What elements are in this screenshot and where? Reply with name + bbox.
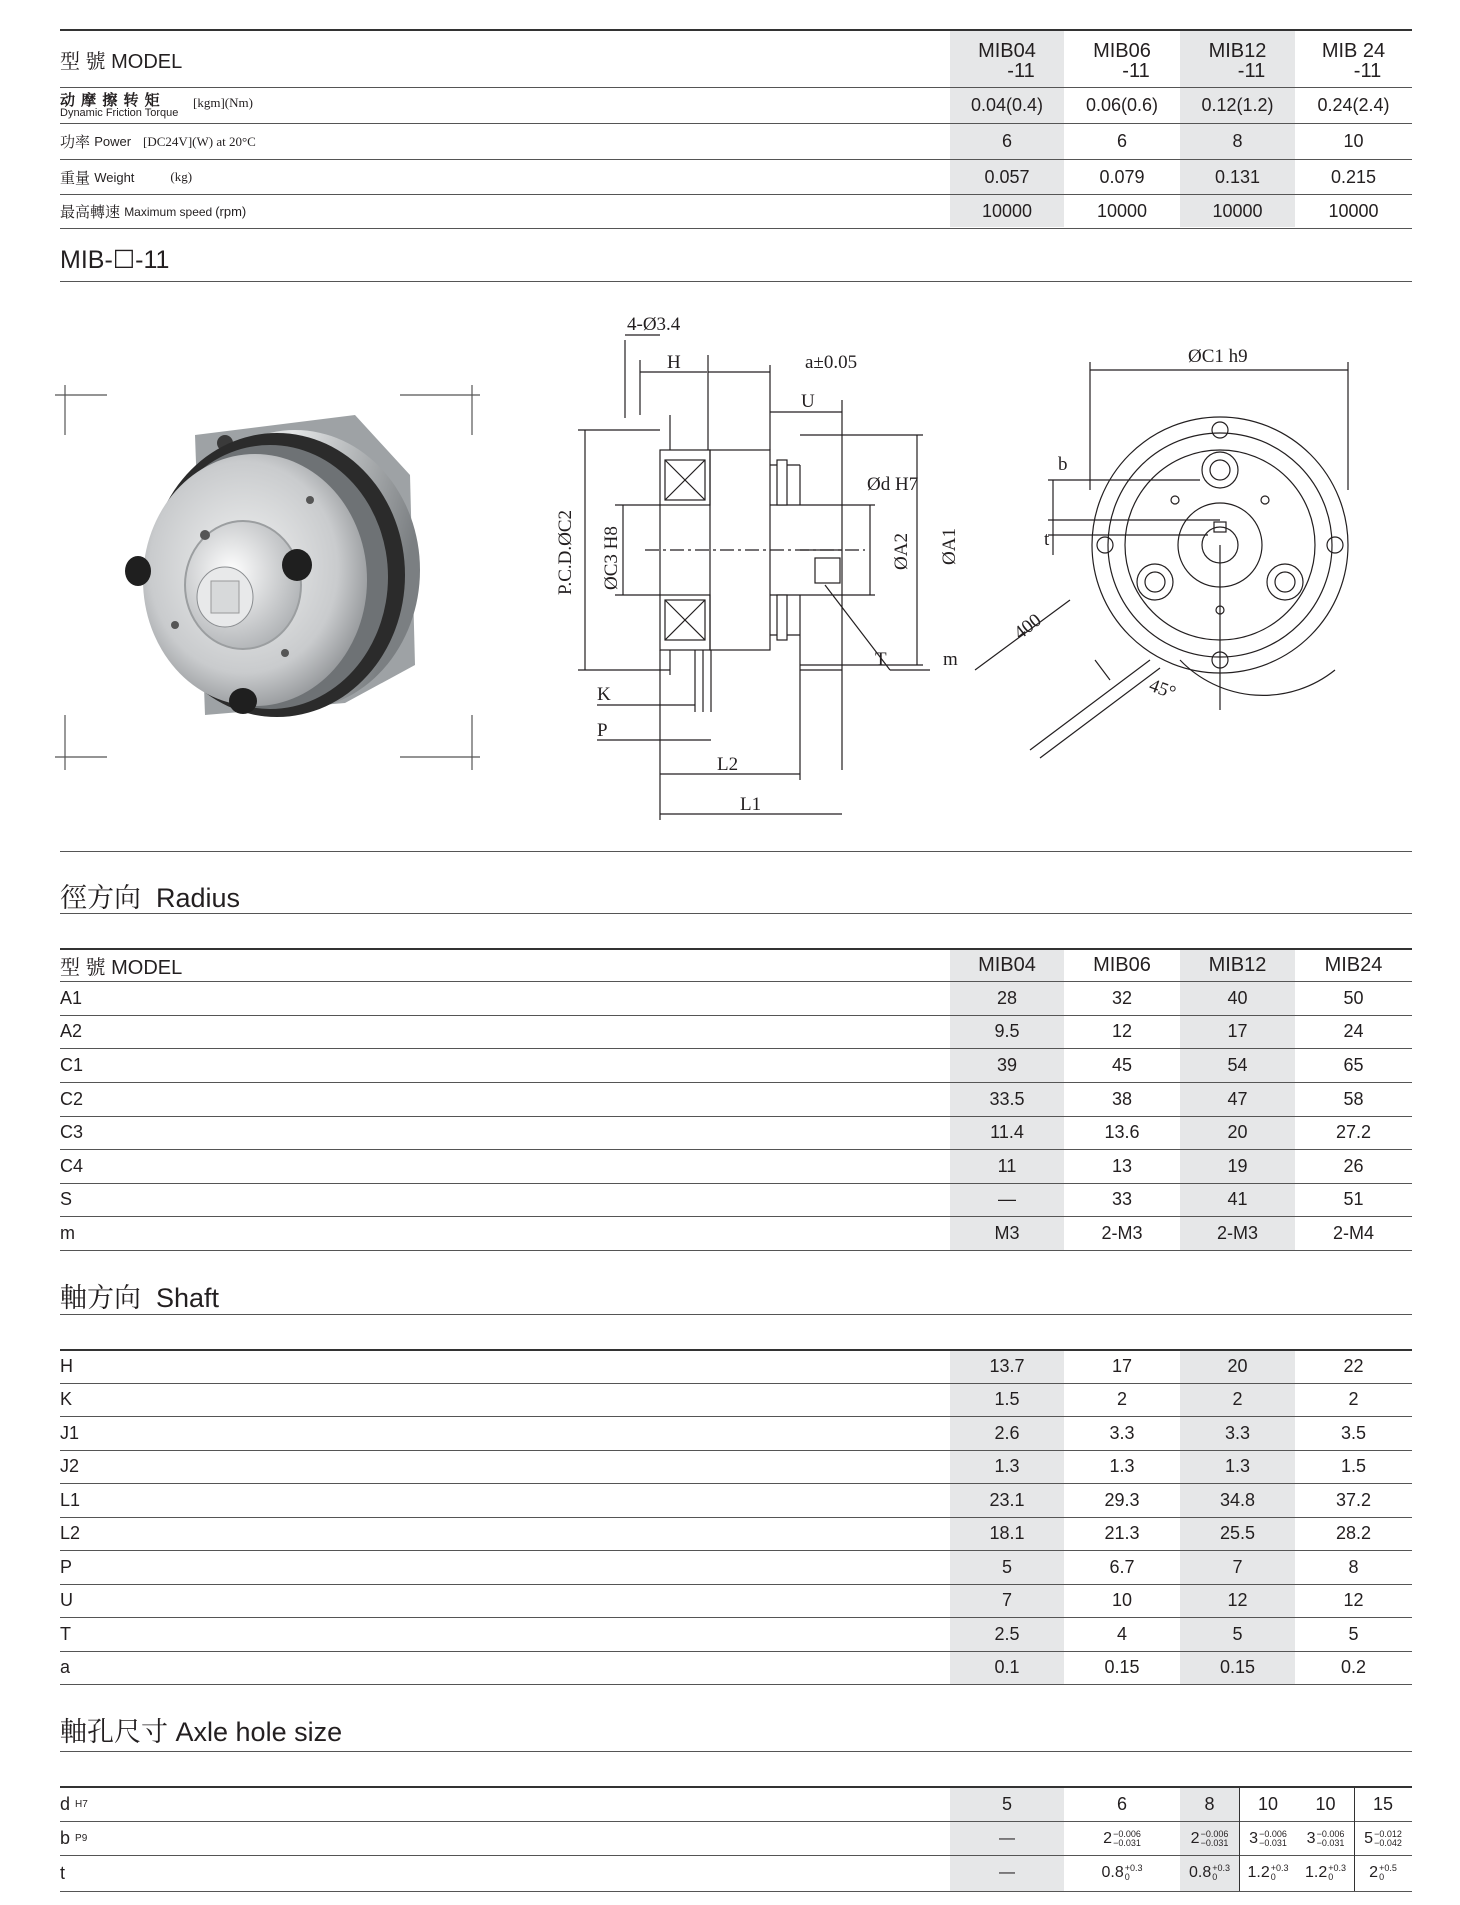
axle-b-cell: — <box>999 1830 1015 1847</box>
shaft-cell: 25.5 <box>1219 1523 1256 1543</box>
radius-row-label: m <box>60 1222 75 1243</box>
spec-cell: 0.131 <box>1214 166 1261 187</box>
spec-cell: 0.24(2.4) <box>1317 95 1390 115</box>
shaft-cell: 12 <box>1343 1590 1364 1610</box>
radius-cell: 50 <box>1343 988 1364 1008</box>
radius-model-header: MIB24 <box>1324 954 1383 976</box>
radius-cell: 13 <box>1111 1155 1133 1176</box>
shaft-cell: 34.8 <box>1219 1489 1256 1510</box>
radius-cell: 33 <box>1111 1189 1133 1209</box>
dim-C1: ØC1 h9 <box>1188 346 1248 367</box>
torque-label: 动 摩 擦 转 矩 Dynamic Friction Torque [kgm](Nm) <box>60 92 253 119</box>
shaft-cell: 21.3 <box>1104 1523 1140 1543</box>
dim-t: t <box>1044 529 1050 550</box>
spec-model-label: 型 號 MODEL <box>60 50 183 73</box>
radius-cell: 11.4 <box>990 1122 1024 1142</box>
shaft-cell: 0.2 <box>1340 1657 1367 1677</box>
spec-cell: 0.057 <box>984 166 1030 187</box>
spec-cell: 10000 <box>1328 201 1379 221</box>
shaft-cell: 20 <box>1227 1356 1248 1376</box>
radius-row-label: C1 <box>60 1054 84 1075</box>
shaft-cell: 2 <box>1348 1389 1359 1409</box>
radius-model-label: 型 號 MODEL <box>60 957 183 979</box>
axle-t-cell: 0.8 +0.3 0 <box>1101 1863 1143 1882</box>
spec-cell: 0.215 <box>1330 166 1377 187</box>
shaft-cell: 7 <box>1232 1556 1243 1577</box>
radius-cell: 58 <box>1343 1088 1364 1109</box>
radius-cell: 26 <box>1343 1155 1364 1176</box>
axle-t-cell: 1.2 +0.3 0 <box>1304 1863 1347 1882</box>
shaft-cell: 4 <box>1116 1623 1127 1644</box>
shaft-cell: 1.5 <box>994 1389 1020 1409</box>
radius-cell: 41 <box>1227 1189 1248 1209</box>
axle-t-cell: 2 +0.5 0 <box>1369 1863 1397 1882</box>
axle-d-cell: 10 <box>1257 1794 1279 1814</box>
radius-cell: 45 <box>1111 1054 1133 1075</box>
dim-L1: L1 <box>740 794 762 815</box>
dim-angle: 45° <box>1146 674 1179 704</box>
shaft-cell: 12 <box>1227 1590 1248 1610</box>
radius-row-label: S <box>60 1189 73 1209</box>
shaft-row-label: L1 <box>60 1489 81 1510</box>
radius-row-label: A1 <box>60 988 83 1008</box>
dim-T: T <box>875 649 887 670</box>
shaft-cell: 29.3 <box>1104 1489 1140 1510</box>
clutch-illustration <box>125 415 420 717</box>
spec-cell: 10000 <box>981 201 1033 221</box>
spec-cell: 0.079 <box>1099 166 1145 187</box>
shaft-title: 軸方向 Shaft <box>60 1283 220 1313</box>
axle-b-cell: 5 −0.012 −0.042 <box>1364 1829 1402 1848</box>
axle-t-cell: 1.2 +0.3 0 <box>1247 1863 1289 1882</box>
radius-cell: 65 <box>1343 1054 1364 1075</box>
dim-P: P <box>597 720 608 741</box>
axle-d-cell: 10 <box>1315 1794 1336 1814</box>
radius-cell: 38 <box>1111 1088 1133 1109</box>
radius-cell: 11 <box>997 1155 1017 1176</box>
radius-cell: 33.5 <box>989 1088 1025 1109</box>
spec-cell: 10 <box>1343 131 1364 151</box>
shaft-cell: 22 <box>1343 1356 1364 1376</box>
shaft-row-label: T <box>60 1623 71 1644</box>
radius-cell: 47 <box>1227 1088 1248 1109</box>
dim-U: U <box>801 391 815 412</box>
dim-A1: ØA1 <box>939 528 960 565</box>
radius-model-header: MIB04 <box>978 954 1036 976</box>
shaft-cell: 3.3 <box>1109 1422 1135 1443</box>
dim-pcd: P.C.D.ØC2 <box>555 510 576 595</box>
shaft-cell: 5 <box>1348 1623 1359 1644</box>
shaft-cell: 2.5 <box>994 1623 1020 1644</box>
radius-cell: 54 <box>1227 1054 1248 1075</box>
radius-cell: 9.5 <box>994 1021 1020 1041</box>
power-label: 功率 Power [DC24V](W) at 20°C <box>60 133 256 151</box>
dim-K: K <box>597 684 611 705</box>
shaft-row-label: L2 <box>60 1523 81 1543</box>
axle-b-cell: 3 −0.006 −0.031 <box>1306 1829 1345 1848</box>
dim-A2: ØA2 <box>891 533 912 570</box>
shaft-cell: 18.1 <box>989 1523 1025 1543</box>
spec-cell: 10000 <box>1096 201 1148 221</box>
radius-row-label: C2 <box>60 1088 84 1109</box>
radius-cell: 12 <box>1111 1021 1133 1041</box>
shaft-row-label: a <box>60 1657 71 1677</box>
shaft-row-label: P <box>60 1556 73 1577</box>
shaft-cell: 1.3 <box>994 1456 1020 1476</box>
dim-m: m <box>943 649 958 670</box>
radius-cell: 2-M4 <box>1332 1222 1374 1243</box>
shaft-row-label: K <box>60 1389 73 1409</box>
spec-model-header: MIB 24 -11 <box>1321 40 1386 82</box>
shaft-cell: 8 <box>1348 1556 1359 1577</box>
axle-b-label: b P9 <box>60 1828 88 1848</box>
radius-row-label: A2 <box>60 1021 83 1041</box>
radius-cell: 20 <box>1227 1122 1248 1142</box>
radius-cell: 40 <box>1227 988 1248 1008</box>
front-view-drawing <box>960 340 1380 760</box>
shaft-cell: 17 <box>1111 1356 1133 1376</box>
radius-cell: 17 <box>1227 1021 1248 1041</box>
shaft-cell: 3.3 <box>1224 1422 1251 1443</box>
series-title: MIB-☐-11 <box>60 246 170 274</box>
axle-d-cell: 6 <box>1116 1794 1127 1814</box>
shaft-cell: 6.7 <box>1109 1556 1135 1577</box>
dim-L2: L2 <box>717 754 739 775</box>
shaft-cell: 2 <box>1232 1389 1243 1409</box>
dim-a: a±0.05 <box>805 352 858 373</box>
radius-cell: 24 <box>1343 1021 1364 1041</box>
shaft-cell: 37.2 <box>1335 1489 1372 1510</box>
axle-t-cell: — <box>999 1864 1015 1881</box>
product-photo <box>55 385 485 770</box>
dim-holes: 4-Ø3.4 <box>627 314 681 335</box>
shaft-cell: 0.15 <box>1104 1657 1140 1677</box>
spec-model-header: MIB04 -11 <box>978 40 1036 82</box>
shaft-cell: 5 <box>1232 1623 1243 1644</box>
axle-t-cell: 0.8 +0.3 0 <box>1188 1863 1231 1882</box>
shaft-cell: 0.15 <box>1219 1657 1256 1677</box>
axle-t-label: t <box>60 1863 66 1883</box>
shaft-cell: 13.7 <box>989 1356 1025 1376</box>
shaft-cell: 3.5 <box>1340 1422 1367 1443</box>
shaft-cell: 0.1 <box>994 1657 1020 1677</box>
radius-cell: 39 <box>996 1054 1018 1075</box>
axle-d-cell: 5 <box>1001 1794 1012 1814</box>
side-section-drawing <box>545 300 965 830</box>
dim-H: H <box>667 352 681 373</box>
shaft-row-label: J2 <box>60 1456 80 1476</box>
radius-cell: M3 <box>994 1222 1020 1243</box>
radius-cell: 27.2 <box>1335 1122 1372 1142</box>
axle-b-cell: 3 −0.006 −0.031 <box>1249 1829 1287 1848</box>
radius-row-label: C3 <box>60 1122 84 1142</box>
shaft-cell: 5 <box>1001 1556 1012 1577</box>
spec-model-header: MIB06 -11 <box>1093 40 1151 82</box>
shaft-cell: 10 <box>1111 1590 1133 1610</box>
radius-row-label: C4 <box>60 1155 84 1176</box>
radius-cell: 32 <box>1111 988 1133 1008</box>
axle-d-cell: 15 <box>1372 1794 1394 1814</box>
spec-cell: 0.12(1.2) <box>1201 95 1274 115</box>
spec-cell: 6 <box>1001 131 1012 151</box>
spec-cell: 6 <box>1116 131 1127 151</box>
shaft-row-label: U <box>60 1590 73 1610</box>
spec-cell: 0.04(0.4) <box>970 95 1044 115</box>
shaft-cell: 1.3 <box>1109 1456 1135 1476</box>
spec-model-header: MIB12 -11 <box>1208 40 1267 82</box>
radius-cell: 51 <box>1343 1189 1364 1209</box>
radius-title: 徑方向 Radius <box>60 883 241 913</box>
dim-C3: ØC3 H8 <box>601 526 622 590</box>
axle-b-cell: 2 −0.006 −0.031 <box>1190 1829 1229 1848</box>
spec-cell: 0.06(0.6) <box>1085 95 1159 115</box>
radius-cell: 2-M3 <box>1216 1222 1258 1243</box>
shaft-row-label: J1 <box>60 1422 80 1443</box>
shaft-row-label: H <box>60 1356 73 1376</box>
axle-d-label: d H7 <box>60 1794 88 1814</box>
speed-label: 最高轉速 Maximum speed (rpm) <box>60 204 247 221</box>
radius-model-header: MIB06 <box>1093 954 1151 976</box>
weight-label: 重量 Weight (kg) <box>60 169 193 187</box>
spec-cell: 8 <box>1232 131 1243 151</box>
radius-cell: 28 <box>996 988 1018 1008</box>
axle-b-cell: 2 −0.006 −0.031 <box>1103 1829 1141 1848</box>
radius-cell: 13.6 <box>1104 1122 1140 1142</box>
dim-d: Ød H7 <box>867 474 919 495</box>
radius-model-header: MIB12 <box>1208 954 1267 976</box>
dim-lead: 400 <box>1010 609 1046 644</box>
radius-cell: — <box>998 1189 1016 1209</box>
shaft-cell: 28.2 <box>1335 1523 1372 1543</box>
radius-cell: 2-M3 <box>1101 1222 1143 1243</box>
shaft-cell: 1.3 <box>1224 1456 1251 1476</box>
shaft-cell: 2 <box>1116 1389 1127 1409</box>
shaft-cell: 7 <box>1001 1590 1012 1610</box>
shaft-cell: 2.6 <box>994 1422 1020 1443</box>
spec-cell: 10000 <box>1212 201 1263 221</box>
radius-cell: 19 <box>1227 1155 1248 1176</box>
axle-title: 軸孔尺寸 Axle hole size <box>60 1717 343 1747</box>
dim-b: b <box>1058 454 1068 475</box>
shaft-cell: 1.5 <box>1340 1456 1367 1476</box>
shaft-cell: 23.1 <box>989 1489 1025 1510</box>
axle-d-cell: 8 <box>1204 1794 1215 1814</box>
